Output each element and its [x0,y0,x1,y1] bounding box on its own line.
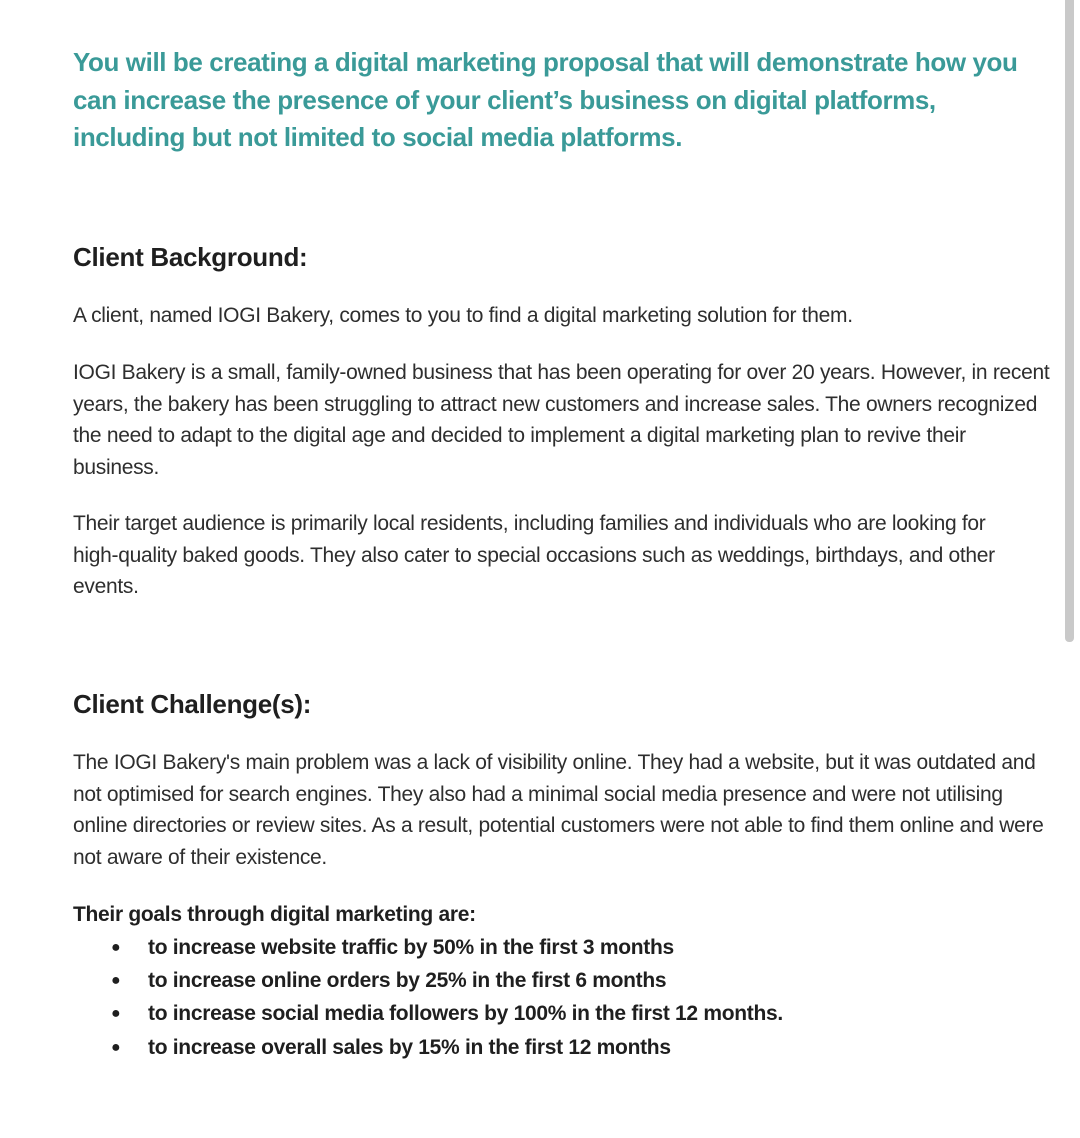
bullet-icon: ● [111,972,121,990]
goal-text: to increase website traffic by 50% in the first 3 months [148,936,674,959]
background-paragraph-2: IOGI Bakery is a small, family-owned business that has been operating for over 20 years. However, in recent years, the bakery has been struggling to attract new customers and increase sales. The owners recognized the need to adapt to the digital age and decided to implement a digital marketing plan to revive their business. [73,361,1050,480]
intro-text: You will be creating a digital marketing proposal that will demonstrate how you can increase the presence of your client’s business on digital platforms, including but not limited to social media platforms. [73,47,1018,152]
bullet-icon: ● [111,939,121,956]
challenge-paragraph: The IOGI Bakery's main problem was a lack of visibility online. They had a website, but it was outdated and not optimised for search engines. They also had a minimal social media presence and were not utilising online directories or review sites. As a result, potential customers were not able to find them online and were not aware of their existence. [73,751,1044,870]
goal-text: to increase overall sales by 15% in the first 12 months [148,1035,671,1059]
bullet-icon: ● [111,1038,121,1056]
background-paragraph-3: Their target audience is primarily local residents, including families and individuals who are looking for high-quality baked goods. They also cater to special occasions such as weddings, birthdays, and other events. [73,512,995,599]
client-background-heading: Client Background: [73,242,308,272]
bullet-icon: ● [111,1005,121,1023]
client-challenge-heading: Client Challenge(s): [73,689,312,719]
vertical-scrollbar[interactable] [1065,0,1074,642]
goals-title: Their goals through digital marketing are: [73,903,476,926]
goal-text: to increase online orders by 25% in the first 6 months [148,969,667,993]
background-paragraph-1: A client, named IOGI Bakery, comes to you to find a digital marketing solution for them. [73,304,853,327]
goal-text: to increase social media followers by 100% in the first 12 months. [148,1002,783,1026]
